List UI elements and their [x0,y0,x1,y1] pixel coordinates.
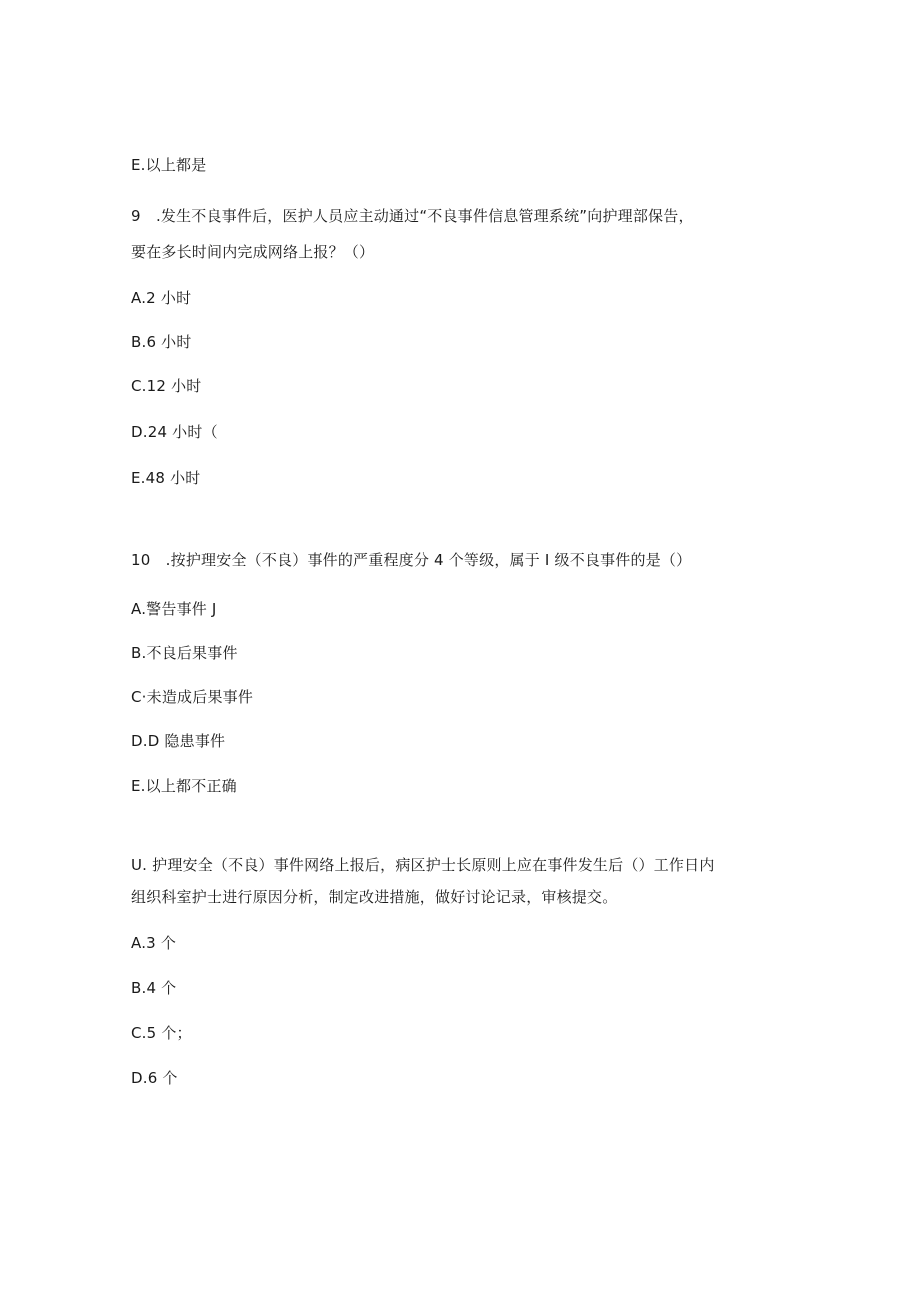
q10-option-e: E.以上都不正确 [131,777,237,795]
q10-option-c: C·未造成后果事件 [131,688,254,706]
q9-option-e: E.48 小时 [131,469,201,487]
q9-option-d: D.24 小时（ [131,423,218,441]
q8-option-e: E.以上都是 [131,156,207,174]
q11-option-d: D.6 个 [131,1069,178,1087]
q10-option-d: D.D 隐患事件 [131,732,226,750]
q11-question-line-1: U. 护理安全（不良）事件网络上报后，病区护士长原则上应在事件发生后（）工作日内 [131,856,715,874]
q9-option-b: B.6 小时 [131,333,192,351]
q10-option-a: A.警告事件 J [131,600,217,618]
q9-question-line-2: 要在多长时间内完成网络上报？（） [131,243,375,261]
q11-option-b: B.4 个 [131,979,177,997]
q11-option-a: A.3 个 [131,934,177,952]
q9-option-c: C.12 小时 [131,377,202,395]
q9-option-a: A.2 小时 [131,289,192,307]
q10-option-b: B.不良后果事件 [131,644,238,662]
q10-question: 10 .按护理安全（不良）事件的严重程度分 4 个等级，属于 I 级不良事件的是（） [131,551,692,569]
q11-question-line-2: 组织科室护士进行原因分析，制定改进措施，做好讨论记录，审核提交。 [131,888,618,906]
q9-question-line-1: 9 .发生不良事件后，医护人员应主动通过“不良事件信息管理系统”向护理部保告， [131,207,694,225]
q11-option-c: C.5 个； [131,1024,192,1042]
